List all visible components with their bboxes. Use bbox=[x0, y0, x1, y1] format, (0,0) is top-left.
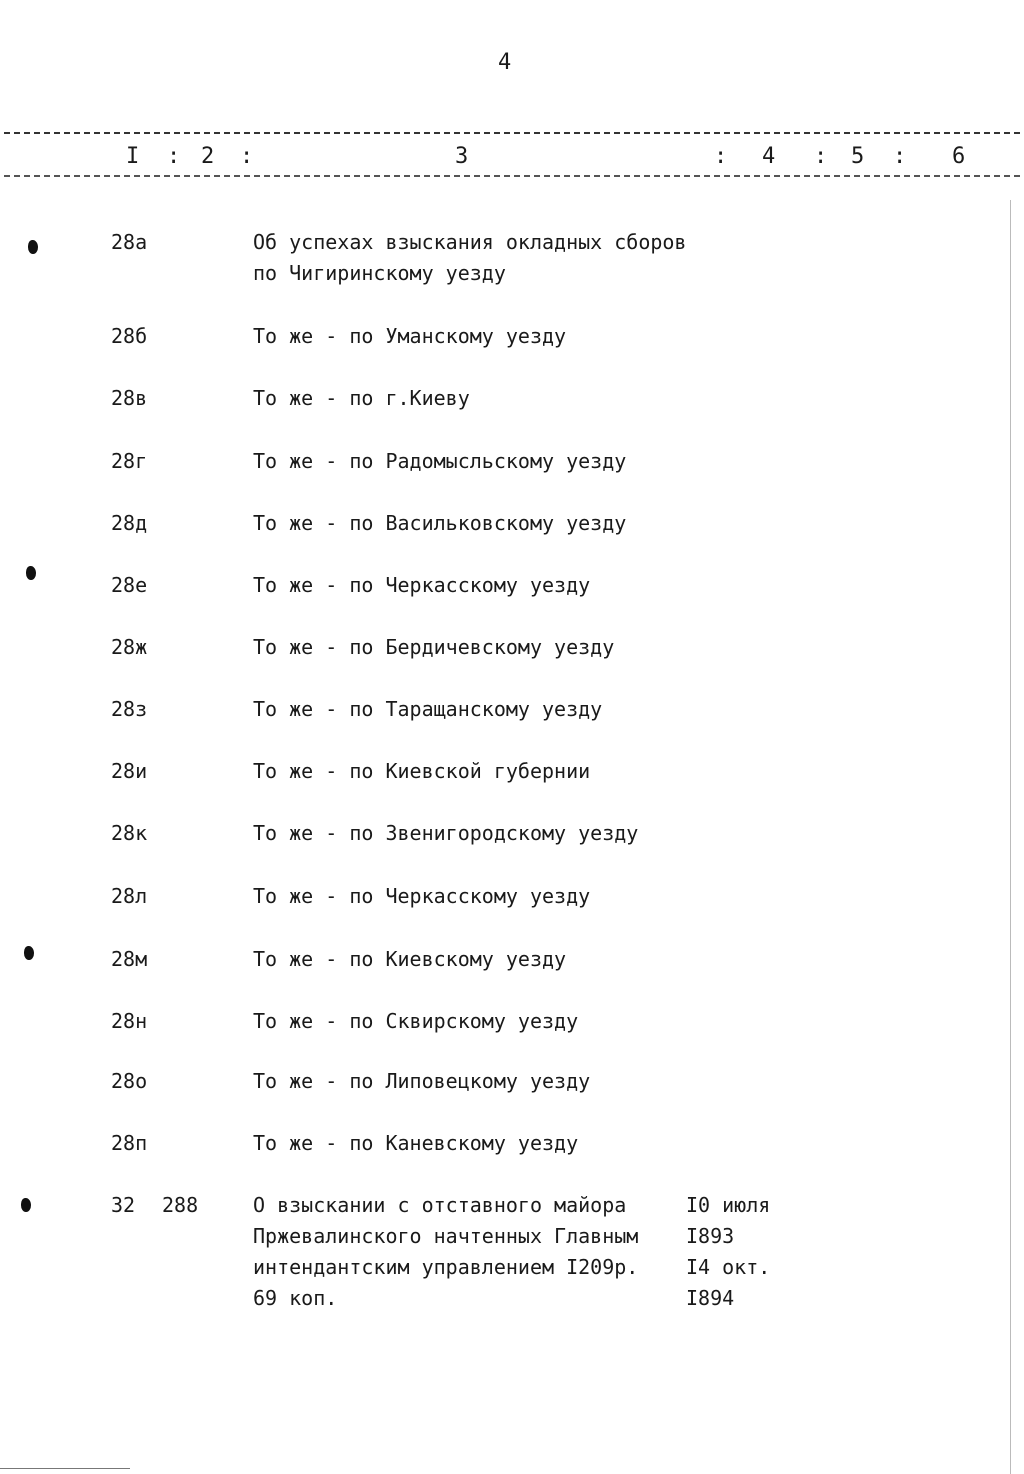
item-title-line: То же - по Бердичевскому уезду bbox=[253, 635, 615, 659]
page-edge bbox=[1010, 200, 1011, 1474]
column-separator: : bbox=[167, 144, 181, 169]
column-separator: : bbox=[714, 144, 728, 169]
item-number: 28к bbox=[111, 821, 148, 845]
item-number: 28о bbox=[111, 1069, 148, 1093]
item-title-line: интендантским управлением I209р. bbox=[253, 1255, 639, 1279]
item-number: 28п bbox=[111, 1131, 148, 1155]
page-edge bbox=[0, 1468, 130, 1469]
column-separator: : bbox=[814, 144, 828, 169]
item-number: 28е bbox=[111, 573, 148, 597]
date-end-day: I4 окт. bbox=[686, 1255, 771, 1279]
item-number: 28а bbox=[111, 230, 148, 254]
item-number: 28и bbox=[111, 759, 148, 783]
punch-hole bbox=[21, 1198, 31, 1212]
item-number: 28б bbox=[111, 324, 148, 348]
item-number: 28м bbox=[111, 947, 148, 971]
column-header-1: I bbox=[126, 144, 140, 169]
item-title-line: То же - по Уманскому уезду bbox=[253, 324, 567, 348]
item-title-line: 69 коп. bbox=[253, 1286, 338, 1310]
page-number: 4 bbox=[498, 50, 512, 75]
item-number: 28в bbox=[111, 386, 148, 410]
header-bottom-rule bbox=[4, 175, 1020, 177]
date-start-year: I893 bbox=[686, 1224, 735, 1248]
punch-hole bbox=[26, 566, 36, 580]
item-title-line: по Чигиринскому уезду bbox=[253, 261, 506, 285]
date-end-year: I894 bbox=[686, 1286, 735, 1310]
item-title-line: То же - по Черкасскому уезду bbox=[253, 884, 591, 908]
punch-hole bbox=[28, 240, 38, 254]
date-start-day: I0 июля bbox=[686, 1193, 771, 1217]
column-header-5: 5 bbox=[851, 144, 865, 169]
item-title-line: То же - по Каневскому уезду bbox=[253, 1131, 579, 1155]
column-header-3: 3 bbox=[455, 144, 469, 169]
item-title-line: То же - по Сквирскому уезду bbox=[253, 1009, 579, 1033]
punch-hole bbox=[24, 946, 34, 960]
item-title-line: То же - по Киевскому уезду bbox=[253, 947, 567, 971]
item-title-line: О взыскании с отставного майора bbox=[253, 1193, 627, 1217]
item-number: 28н bbox=[111, 1009, 148, 1033]
item-number: 28д bbox=[111, 511, 148, 535]
item-number: 28л bbox=[111, 884, 148, 908]
column-header-4: 4 bbox=[762, 144, 776, 169]
column-separator: : bbox=[893, 144, 907, 169]
item-title-line: То же - по Радомысльскому уезду bbox=[253, 449, 627, 473]
header-top-rule bbox=[4, 132, 1020, 134]
sheet-count: 288 bbox=[162, 1193, 199, 1217]
item-title-line: То же - по Васильковскому уезду bbox=[253, 511, 627, 535]
item-number: 32 bbox=[111, 1193, 136, 1217]
item-title-line: То же - по Звенигородскому уезду bbox=[253, 821, 639, 845]
item-title-line: То же - по г.Киеву bbox=[253, 386, 470, 410]
item-title-line: Пржевалинского начтенных Главным bbox=[253, 1224, 639, 1248]
item-title-line: Об успехах взыскания окладных сборов bbox=[253, 230, 687, 254]
item-title-line: То же - по Черкасскому уезду bbox=[253, 573, 591, 597]
column-separator: : bbox=[240, 144, 254, 169]
item-number: 28з bbox=[111, 697, 148, 721]
column-header-2: 2 bbox=[201, 144, 215, 169]
item-title-line: То же - по Таращанскому уезду bbox=[253, 697, 603, 721]
item-title-line: То же - по Липовецкому уезду bbox=[253, 1069, 591, 1093]
item-title-line: То же - по Киевской губернии bbox=[253, 759, 591, 783]
column-header-6: 6 bbox=[952, 144, 966, 169]
item-number: 28г bbox=[111, 449, 148, 473]
item-number: 28ж bbox=[111, 635, 148, 659]
